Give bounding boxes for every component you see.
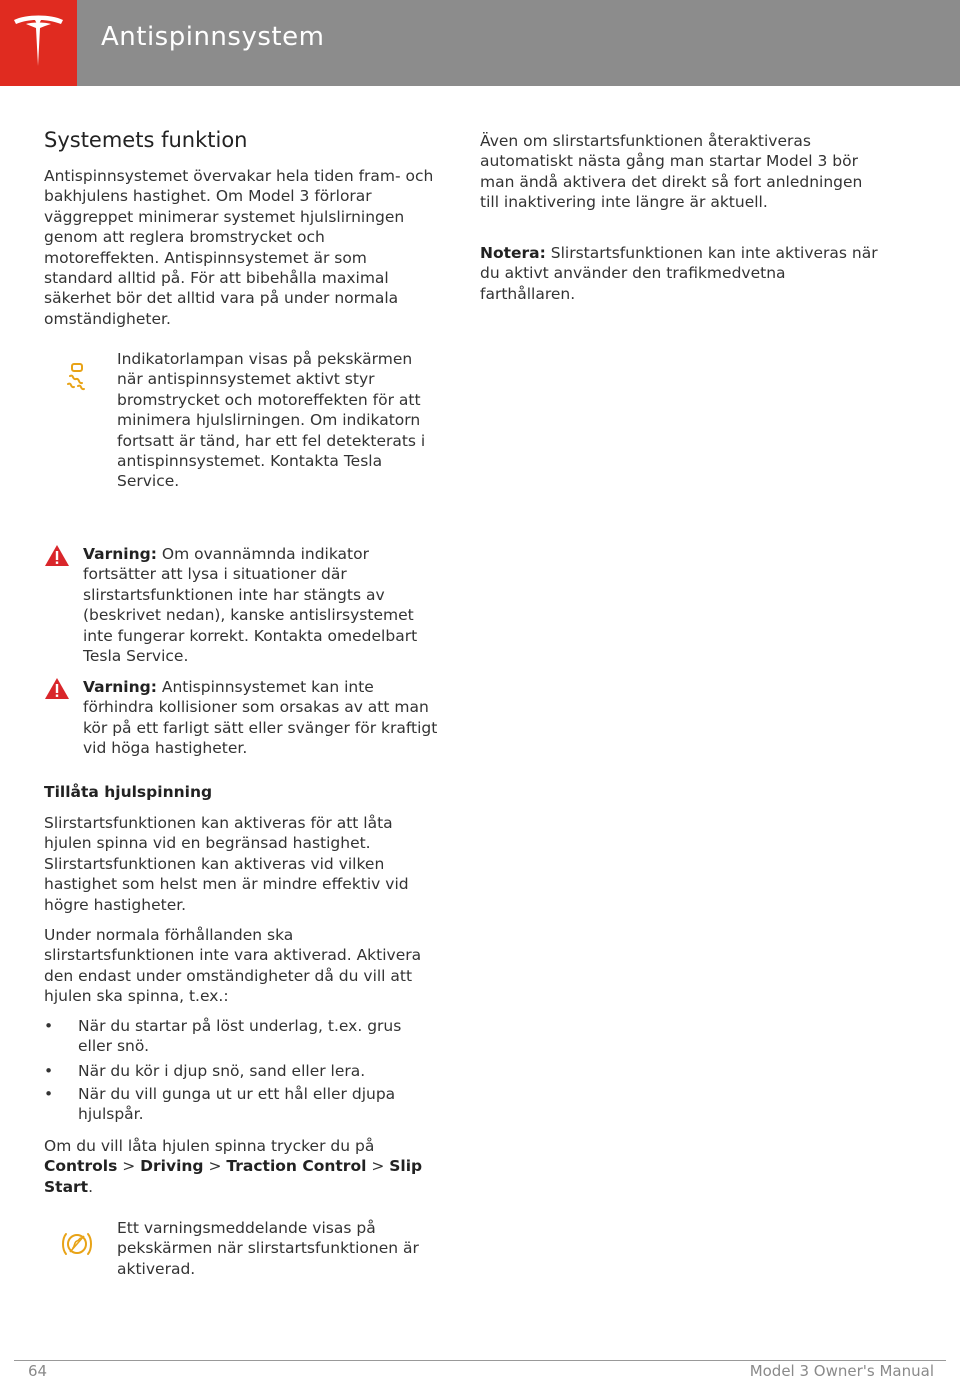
menu-path-separator: > (203, 1157, 227, 1176)
list-item: När du vill gunga ut ur ett hål eller djupa hjulspår. (78, 1085, 396, 1124)
list-item: När du kör i djup snö, sand eller lera. (78, 1062, 366, 1080)
indicator-description: Indikatorlampan visas på pekskärmen när antispinnsystemet aktivt styr bromstrycket och motoreffekten för att minimera hjulslirningen. Om indikatorn fortsatt är tänd, har ett fel detekterats i antispinnsystemet. Kontakta Tesla Service. (117, 350, 426, 491)
warning-1 (83, 544, 439, 666)
page-title: Antispinnsystem (101, 22, 325, 52)
warning-2-label: Varning: (83, 678, 157, 696)
menu-path-driving: Driving (140, 1157, 204, 1176)
traction-control-icon (64, 362, 90, 392)
intro-paragraph: Antispinnsystemet övervakar hela tiden fram- och bakhjulens hastighet. Om Model 3 förlorar väggreppet minimerar systemet hjulslirningen genom att reglera bromstrycket och motoreffekten. Antispinnsystemet är som standard alltid på. För att bibehålla maximal säkerhet bör det alltid vara på under normala omständigheter. (44, 167, 434, 328)
bullet-dot: • (44, 1062, 54, 1080)
paragraph-2: Under normala förhållanden ska slirstartsfunktionen inte vara aktiverad. Aktivera den endast under omständigheter då du vill att hjulen ska spinna, t.ex.: (44, 926, 422, 1006)
slip-start-description: Ett varningsmeddelande visas på pekskärmen när slirstartsfunktionen är aktiverad. (117, 1219, 419, 1278)
menu-path-end: . (88, 1177, 94, 1196)
menu-path-intro: Om du vill låta hjulen spinna trycker du på (44, 1137, 375, 1155)
menu-path-paragraph (44, 1136, 439, 1197)
list-item: När du startar på löst underlag, t.ex. grus eller snö. (78, 1017, 402, 1056)
menu-path-separator: > (366, 1157, 390, 1176)
header-logo-block (0, 0, 77, 86)
paragraph-1: Slirstartsfunktionen kan aktiveras för att låta hjulen spinna vid en begränsad hastighet. Slirstartsfunktionen kan aktiveras vid vilken hastighet som helst men är mindre effektiv vid högre hastigheter. (44, 814, 409, 914)
menu-path-traction-control: Traction Control (226, 1157, 367, 1176)
warning-2 (83, 677, 439, 759)
bullet-dot: • (44, 1085, 54, 1103)
tesla-logo-icon (12, 14, 65, 70)
slip-start-icon (61, 1230, 93, 1258)
bullet-dot: • (44, 1017, 54, 1035)
note-label: Notera: (480, 244, 546, 262)
menu-path-slip-start: Slip Start (44, 1157, 423, 1196)
footer-title: Model 3 Owner's Manual (749, 1362, 934, 1380)
menu-path-controls: Controls (44, 1157, 118, 1176)
note-text: Slirstartsfunktionen kan inte aktiveras när du aktivt använder den trafikmedvetna farthållaren. (480, 244, 878, 303)
footer-divider (14, 1360, 946, 1361)
page-number: 64 (28, 1362, 48, 1380)
warning-1-text: Om ovannämnda indikator fortsätter att lysa i situationer där slirstartsfunktionen inte har stängts av (beskrivet nedan), kanske antislirsystemet inte fungerar korrekt. Kontakta omedelbart Tesla Service. (83, 545, 418, 666)
warning-triangle-icon (44, 677, 70, 700)
section-heading: Systemets funktion (44, 128, 248, 152)
warning-1-label: Varning: (83, 545, 157, 563)
menu-path-separator: > (117, 1157, 141, 1176)
subheading: Tillåta hjulspinning (44, 783, 213, 801)
warning-2-text: Antispinnsystemet kan inte förhindra kollisioner som orsakas av att man kör på ett farligt sätt eller svänger för kraftigt vid höga hastigheter. (83, 678, 438, 758)
right-paragraph: Även om slirstartsfunktionen återaktiveras automatiskt nästa gång man startar Model 3 bör man ändå aktivera det direkt så fort anledningen till inaktivering inte längre är aktuell. (480, 132, 863, 212)
note (480, 243, 880, 304)
warning-triangle-icon (44, 544, 70, 567)
